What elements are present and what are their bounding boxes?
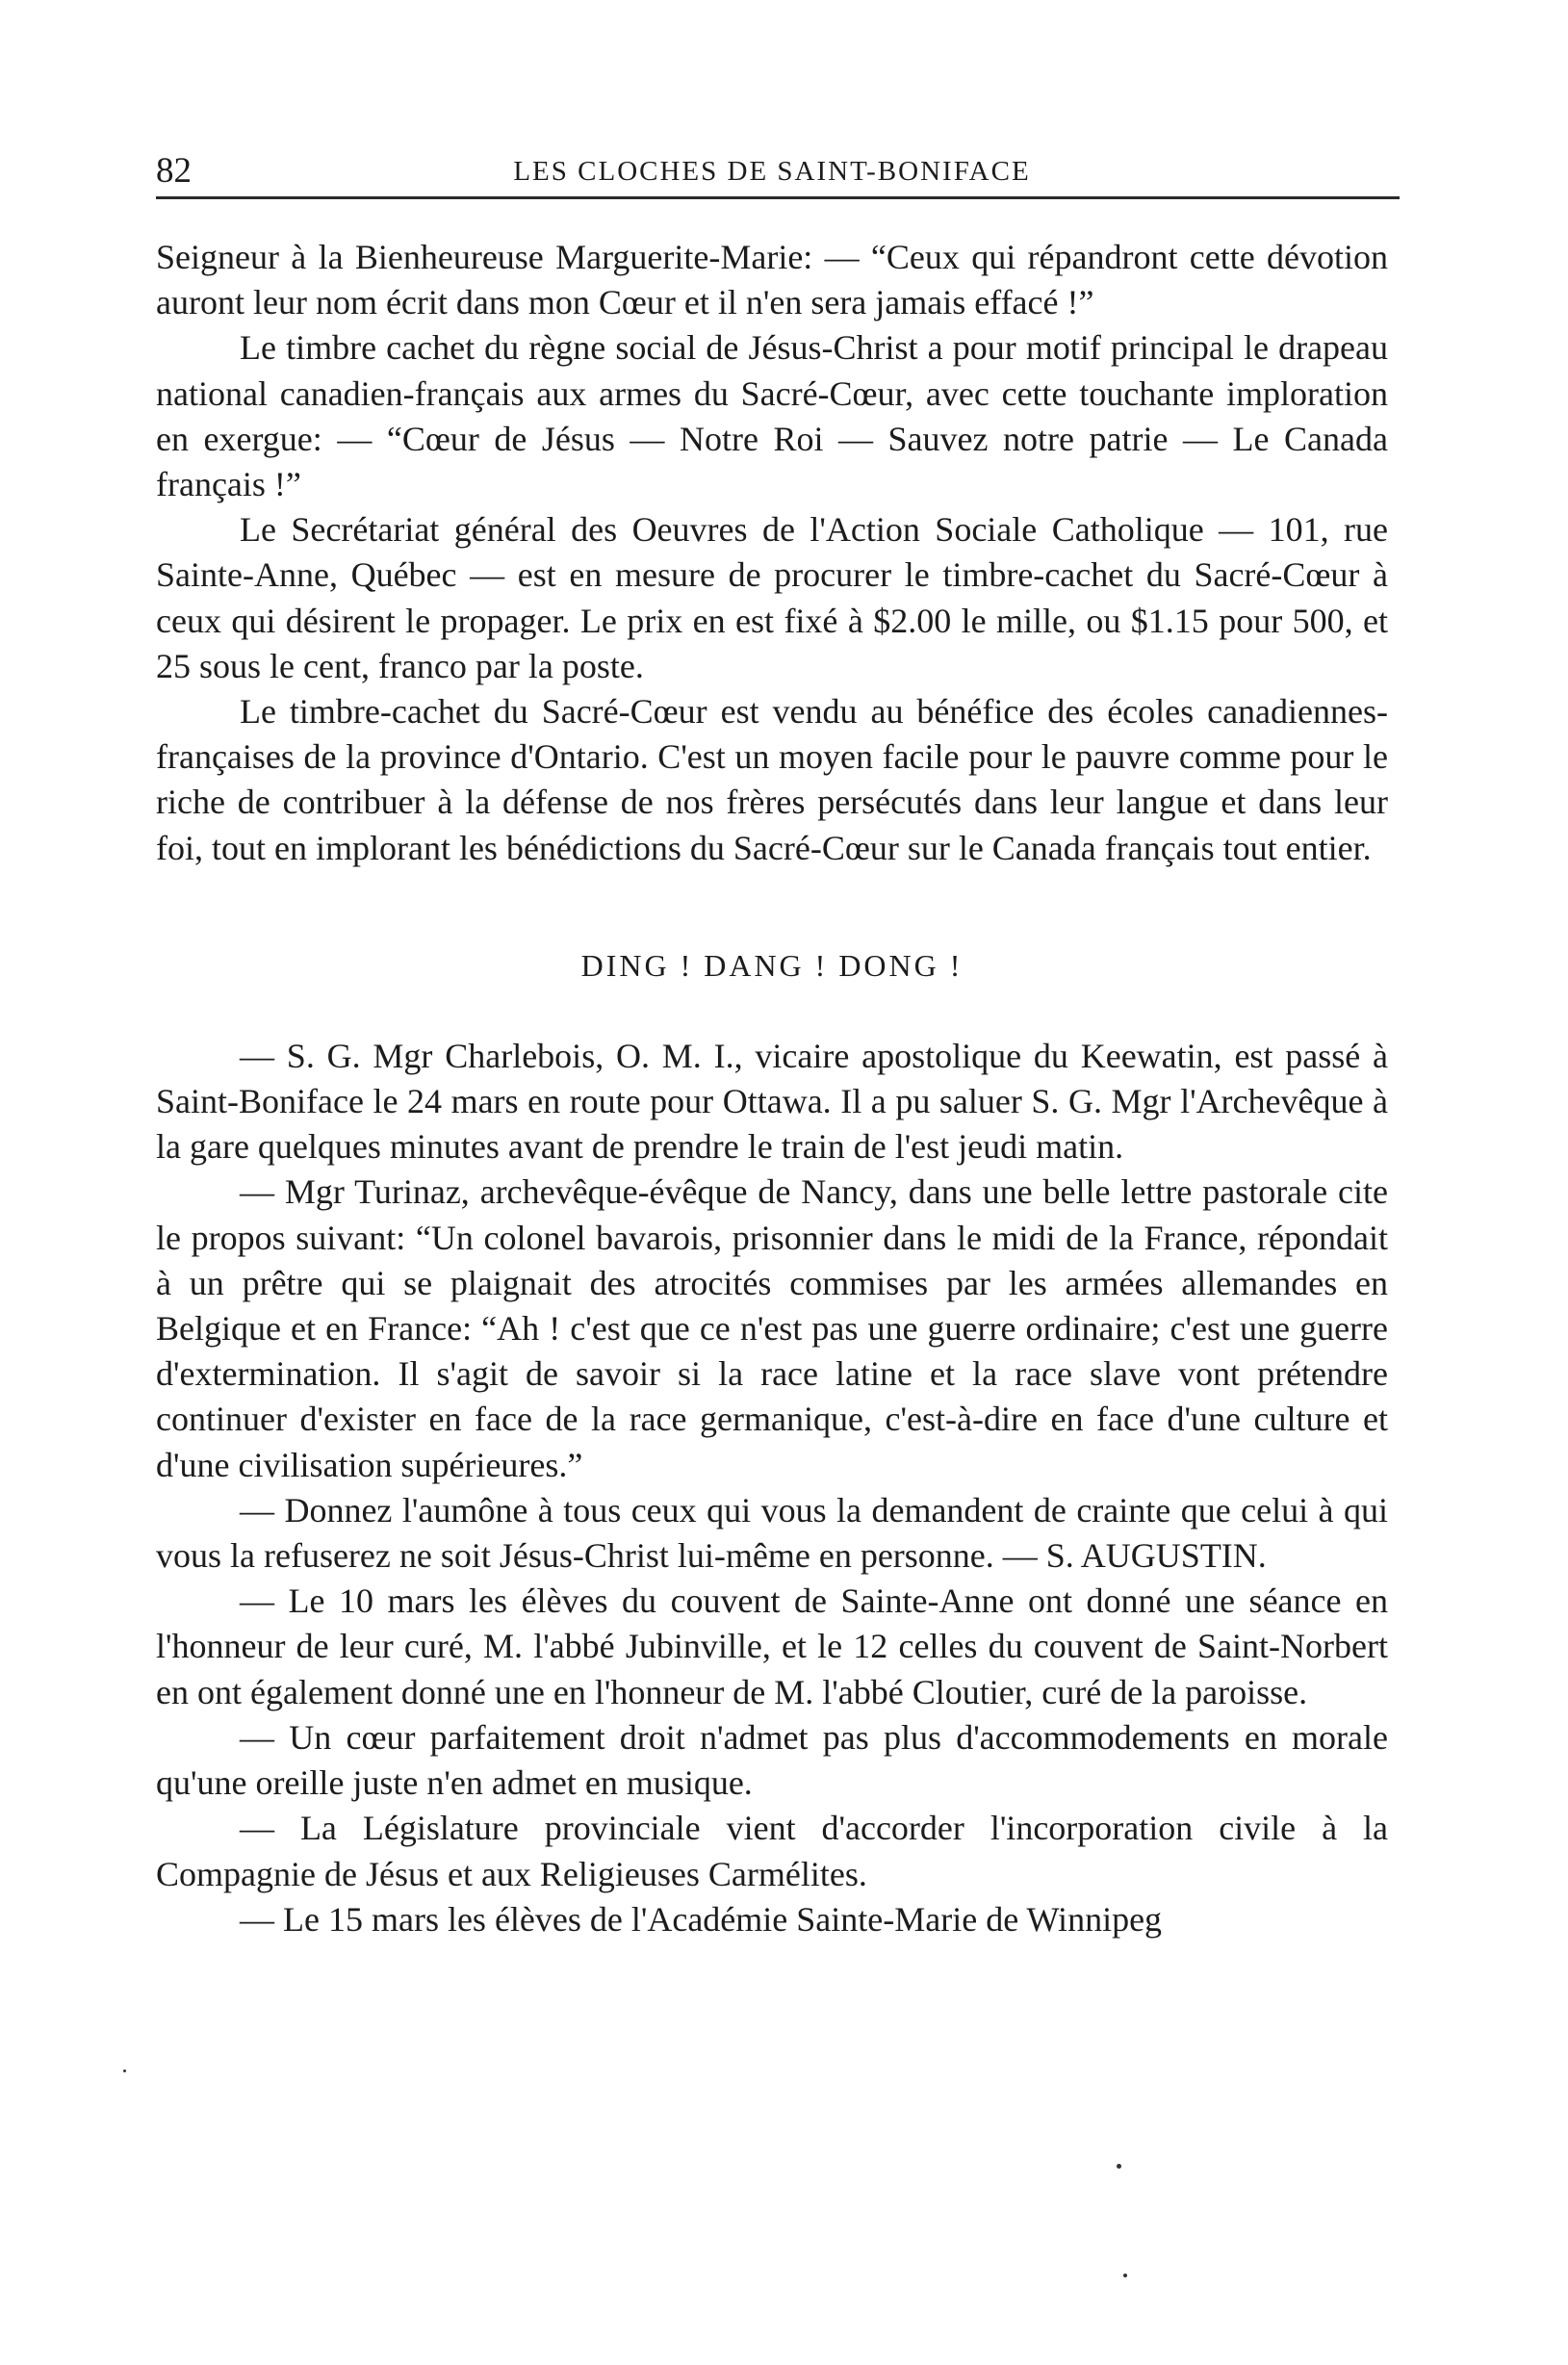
news-item: — S. G. Mgr Charlebois, O. M. I., vicaire apostolique du Keewatin, est passé à Saint-Boniface le 24 mars en route pour Ottawa. Il a pu saluer S. G. Mgr l'Archevêque à la gare quelques minutes avant de prendre le train de l'est jeudi matin. <box>156 1036 1388 1167</box>
news-item: — Donnez l'aumône à tous ceux qui vous la demandent de crainte que celui à qui vous la refuserez ne soit Jésus-Christ lui-même en personne. — S. AUGUSTIN. <box>156 1490 1388 1576</box>
paragraph: Le Secrétariat général des Oeuvres de l'Action Sociale Catholique — 101, rue Sainte-Anne, Québec — est en mesure de procurer le timbre-cachet du Sacré-Cœur à ceux qui désirent le propager. Le prix en est fixé à $2.00 le mille, ou $1.15 pour 500, et 25 sous le cent, franco par la poste. <box>156 510 1388 685</box>
header-rule <box>156 196 1400 199</box>
scan-speck <box>1117 2164 1121 2169</box>
running-title: LES CLOCHES DE SAINT-BONIFACE <box>513 156 1031 187</box>
page-number: 82 <box>156 151 192 191</box>
news-item: — Le 10 mars les élèves du couvent de Sainte-Anne ont donné une séance en l'honneur de leur curé, M. l'abbé Jubinville, et le 12 celles du couvent de Saint-Norbert en ont également donné une en l'honneur de M. l'abbé Cloutier, curé de la paroisse. <box>156 1581 1388 1711</box>
section-ding-dang-dong <box>156 1034 1388 1942</box>
paragraph: Seigneur à la Bienheureuse Marguerite-Marie: — “Ceux qui répandront cette dévotion auront leur nom écrit dans mon Cœur et il n'en sera jamais effacé !” <box>156 238 1388 322</box>
scan-speck <box>123 2069 126 2072</box>
paragraph: Le timbre-cachet du Sacré-Cœur est vendu au bénéfice des écoles canadiennes-françaises de la province d'Ontario. C'est un moyen facile pour le pauvre comme pour le riche de contribuer à la défense de nos frères persécutés dans leur langue et dans leur foi, tout en implorant les bénédictions du Sacré-Cœur sur le Canada français tout entier. <box>156 692 1388 867</box>
news-item: — Un cœur parfaitement droit n'admet pas plus d'accommodements en morale qu'une oreille juste n'en admet en musique. <box>156 1717 1388 1803</box>
paragraph: Le timbre cachet du règne social de Jésus-Christ a pour motif principal le drapeau national canadien-français aux armes du Sacré-Cœur, avec cette touchante imploration en exergue: — “Cœur de Jésus — Notre Roi — Sauvez notre patrie — Le Canada français !” <box>156 328 1388 504</box>
document-page <box>156 144 1388 1942</box>
scan-speck <box>1123 2274 1127 2277</box>
section-timbre-cachet <box>156 235 1388 871</box>
section-heading: DING ! DANG ! DONG ! <box>580 947 964 983</box>
news-item: — La Législature provinciale vient d'accorder l'incorporation civile à la Compagnie de Jésus et aux Religieuses Carmélites. <box>156 1809 1388 1893</box>
news-item: — Le 15 mars les élèves de l'Académie Sainte-Marie de Winnipeg <box>240 1899 1163 1939</box>
page-header <box>156 144 1388 198</box>
news-item: — Mgr Turinaz, archevêque-évêque de Nancy, dans une belle lettre pastorale cite le propos suivant: “Un colonel bavarois, prisonnier dans le midi de la France, répondait à un prêtre qui se plaignait des atrocités commises par les armées allemandes en Belgique et en France: “Ah ! c'est que ce n'est pas une guerre ordinaire; c'est une guerre d'extermination. Il s'agit de savoir si la race latine et la race slave vont prétendre continuer d'exister en face de la race germanique, c'est-à-dire en face d'une culture et d'une civilisation supérieures.” <box>156 1172 1388 1484</box>
